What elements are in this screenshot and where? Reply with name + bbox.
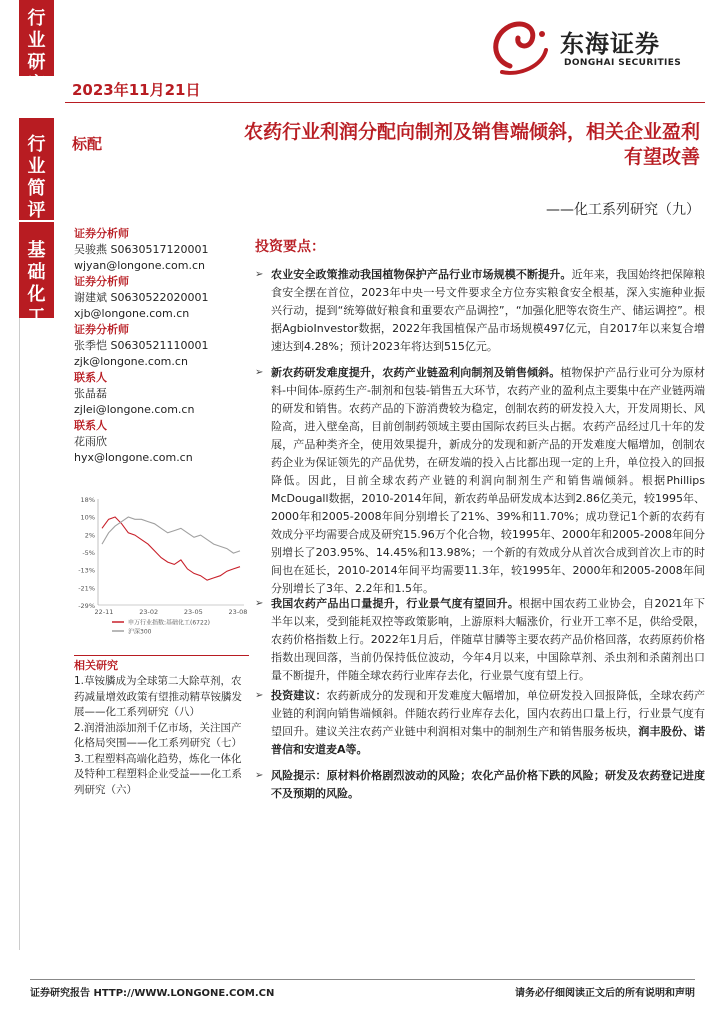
key-point-lead: 新农药研发难度提升，农药产业链盈利向制剂及销售倾斜。 — [271, 366, 561, 379]
analyst-role: 证券分析师 — [74, 227, 129, 240]
y-tick-label: 18% — [80, 496, 95, 504]
related-divider — [74, 655, 249, 656]
related-item[interactable]: 2.润滑油添加剂千亿市场，关注国产化格局突围——化工系列研究（七） — [74, 721, 242, 749]
analyst-block — [74, 418, 254, 466]
arrow-bullet-icon: ➢ — [255, 598, 264, 609]
investment-highlights-heading: 投资要点： — [255, 239, 325, 255]
logo-en-text: DONGHAI SECURITIES — [564, 58, 682, 68]
analyst-name: 谢建斌 S0630522020001 — [74, 291, 209, 304]
y-tick-label: 2% — [84, 531, 95, 540]
key-point — [255, 595, 705, 685]
side-tab-text: 行业 — [27, 134, 46, 177]
side-tab-basic-chemicals — [19, 222, 54, 327]
series-line — [102, 517, 240, 580]
footer-divider — [30, 979, 695, 980]
analyst-email[interactable]: zjlei@longone.com.cn — [74, 403, 195, 416]
analyst-role: 联系人 — [74, 371, 107, 384]
analyst-block — [74, 370, 254, 418]
x-tick-label: 22-11 — [94, 608, 114, 616]
arrow-bullet-icon: ➢ — [255, 269, 264, 280]
key-point-text: 植物保护产品行业可分为原材料-中间体-原药生产-制剂和包装-销售五大环节，农药产业的盈利点主要集中在产业链两端的研发和销售。农药产品的下游消费较为稳定，创制农药的研发投入大，开发周期长、风险高，进入壁垒高，目前创制药领域主要由国际农药巨头占据。农药产品经过几十年的发展，产品种类齐全，使用效果提升，新成分的发现和新产品的开发难度大幅增加，创制农药企业为保证领先的产品优势，在研发端的投入占比都出现一定的上升，单位投入的回报降低。因此，目前全球农药产业链的利润向制剂生产和销售端倾斜。根据Phillips McDougall数据，2010-2014年间，新农药单品研发成本达到2.86亿美元，较1995年、2000年和2005-2008年间分别增长了21%、39%和11.70%；成功登记1个新的农药有效成分平均需要合成及研究15.96万个化合物，较1995年、2000年和2005-2008年间分别增长了203.95%、14.45%和13.98%；一个新的有效成分从首次合成到首次上市的时间也在延长，2010-2014年间平均需要11.3年，较1995年、2000年和2005-2008年间分别增长了3年、2.2年和1.5年。 — [271, 366, 705, 595]
y-tick-label: 10% — [80, 513, 95, 522]
key-point-lead: 农业安全政策推动我国植物保护产品行业市场规模不断提升。 — [271, 268, 572, 281]
key-point — [255, 767, 705, 803]
analyst-email[interactable]: xjb@longone.com.cn — [74, 307, 190, 320]
analyst-block — [74, 274, 254, 322]
side-tab-text: 研究 — [27, 52, 46, 95]
y-tick-label: -13% — [78, 566, 95, 575]
series-line — [102, 517, 240, 553]
analyst-email[interactable]: zjk@longone.com.cn — [74, 355, 188, 368]
key-point-lead: 风险提示：原材料价格剧烈波动的风险；农化产品价格下跌的风险；研发及农药登记进度不及预期的风险。 — [271, 769, 705, 800]
analyst-email[interactable]: wjyan@longone.com.cn — [74, 259, 205, 272]
y-tick-label: -5% — [82, 549, 95, 557]
key-point-lead: 投资建议： — [271, 689, 327, 702]
report-subtitle: ——化工系列研究（九） — [546, 202, 700, 218]
key-point — [255, 687, 705, 759]
legend-label: 沪深300 — [128, 628, 152, 636]
y-tick-label: -21% — [78, 584, 95, 593]
related-research-list — [74, 674, 252, 798]
key-point-text: 根据中国农药工业协会，自2021年下半年以来，受到能耗双控等政策影响，上游原料大幅涨价，行业开工率不足，供给受限，农药价格指数上行。2022年1月后，伴随草甘膦等主要农药产品价格回落，农药原药价格指数出现回落，当前仍保持低位波动，今年4月以来，中国除草剂、杀虫剂和杀菌剂出口量不断提升，伴随全球农药行业库存去化，行业景气度有望上行。 — [271, 597, 705, 682]
analyst-name: 张季恺 S0630521110001 — [74, 339, 209, 352]
key-point — [255, 266, 705, 356]
side-tab-industry-brief — [19, 118, 54, 220]
side-tab-text: 基础 — [27, 240, 46, 283]
key-point-text: 农药新成分的发现和开发难度大幅增加，单位研发投入回报降低，全球农药产业链的利润向销售端倾斜。伴随农药行业库存去化，国内农药出口量上行，行业景气度有望回升。建议关注农药产业链中利润相对集中的制剂生产和销售服务板块， — [271, 689, 706, 738]
key-point — [255, 364, 705, 598]
y-tick-label: -29% — [78, 602, 95, 610]
analyst-block — [74, 322, 254, 370]
analyst-name: 花雨欣 — [74, 435, 107, 448]
key-point-tail: 润丰股份、诺普信和安道麦A等。 — [271, 725, 706, 756]
arrow-bullet-icon: ➢ — [255, 367, 264, 378]
side-tab-text: 化工 — [27, 284, 46, 327]
analyst-role: 证券分析师 — [74, 275, 129, 288]
related-research-heading: 相关研究 — [74, 659, 118, 672]
rating: 标配 — [72, 135, 103, 153]
analyst-list — [74, 226, 254, 466]
analyst-role: 证券分析师 — [74, 323, 129, 336]
x-tick-label: 23-08 — [228, 608, 247, 616]
footer-disclaimer: 请务必仔细阅读正文后的所有说明和声明 — [515, 988, 695, 999]
x-tick-label: 23-02 — [139, 608, 159, 616]
x-tick-label: 23-05 — [183, 608, 203, 616]
report-title: 农药行业利润分配向制剂及销售端倾斜，相关企业盈利有望改善 — [243, 121, 700, 168]
header-divider — [65, 102, 705, 103]
related-item[interactable]: 1.草铵膦成为全球第二大除草剂，农药减量增效政策有望推动精草铵膦发展——化工系列研究（八） — [74, 675, 242, 718]
side-divider — [19, 318, 20, 950]
related-item[interactable]: 3.工程塑料高端化趋势，炼化一体化及特种工程塑料企业受益——化工系列研究（六） — [74, 752, 242, 796]
footer-website[interactable]: 证券研究报告 HTTP://WWW.LONGONE.COM.CN — [30, 988, 275, 999]
side-tab-text: 简评 — [27, 178, 46, 221]
key-point-text: 近年来，我国始终把保障粮食安全摆在首位，2023年中央一号文件要求全方位夯实粮食安全根基，深入实施种业振兴行动，提到“统筹做好粮食和重要农产品调控”，“加强化肥等农资生产、储运调控”。根据AgbioInvestor数据，2022年我国植保产品市场规模497亿元，自2017年以来复合增速达到4.28%；预计2023年将达到515亿元。 — [271, 268, 706, 353]
side-tab-industry-research — [19, 0, 54, 95]
arrow-bullet-icon: ➢ — [255, 690, 264, 701]
logo-cn-text: 东海证券 — [560, 30, 660, 58]
analyst-block — [74, 226, 254, 274]
side-tab-text: 行业 — [27, 8, 46, 51]
index-performance-chart — [72, 493, 247, 643]
legend-label: 申万行业指数:基础化工(6722) — [128, 619, 210, 627]
analyst-name: 张晶磊 — [74, 387, 107, 400]
analyst-role: 联系人 — [74, 419, 107, 432]
report-date: 2023年11月21日 — [72, 81, 201, 99]
key-point-lead: 我国农药产品出口量提升，行业景气度有望回升。 — [271, 597, 520, 610]
analyst-name: 吴骏燕 S0630517120001 — [74, 243, 209, 256]
arrow-bullet-icon: ➢ — [255, 770, 264, 781]
analyst-email[interactable]: hyx@longone.com.cn — [74, 451, 193, 464]
